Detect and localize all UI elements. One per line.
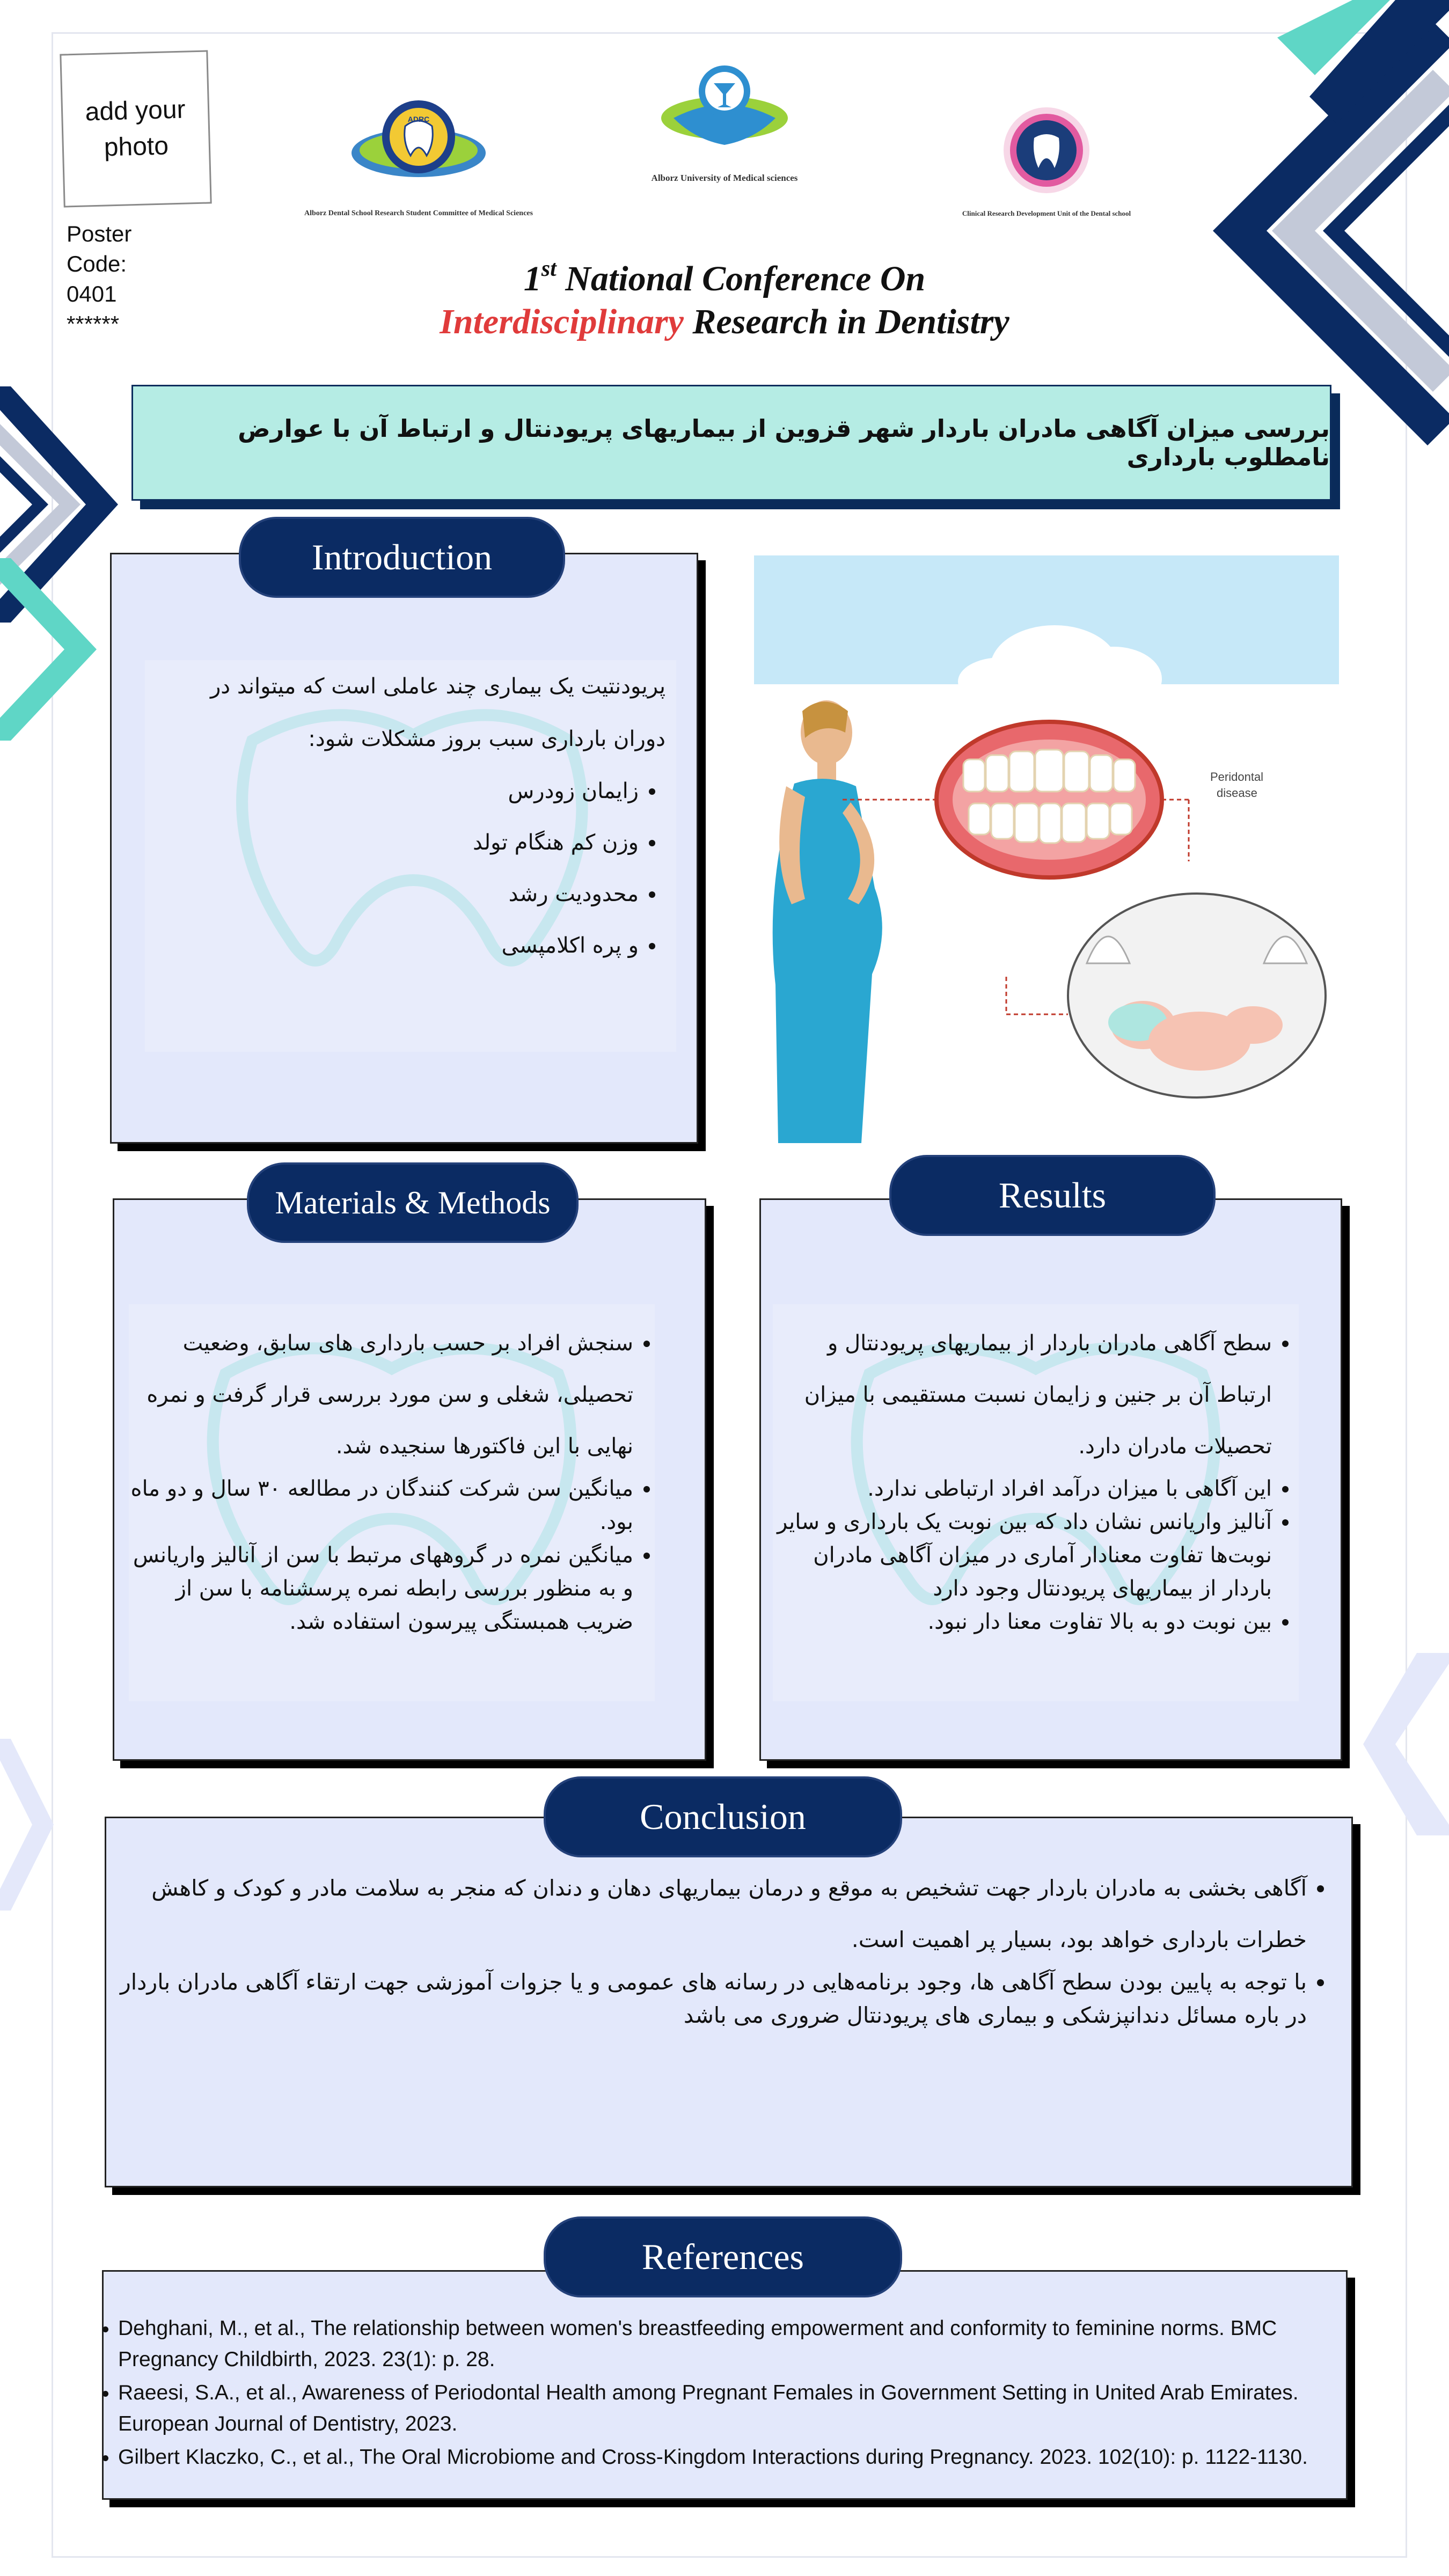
introduction-body: [156, 660, 671, 971]
introduction-heading-text: Introduction: [311, 537, 493, 577]
poster-code-mask: ******: [67, 311, 120, 336]
conference-title-line1: [322, 258, 1127, 301]
list-item: • آگاهی بخشی به مادران باردار جهت تشخیص به موقع و درمان بیماریهای دهان و دندان که منجر به سلامت مادر و کودک و کاهش خطرات بارداری خواهد بود، بسیار پر اهمیت است.: [115, 1862, 1307, 1965]
methods-heading-text: Materials & Methods: [275, 1184, 551, 1220]
faint-chevron-right: [1363, 1653, 1449, 1835]
poster-code-value: 0401: [67, 281, 117, 306]
methods-heading: [247, 1162, 579, 1243]
poster-title: بررسی میزان آگاهی مادران باردار شهر قزوین از بیماریهای پریودنتال و ارتباط آن با عوارض نامطلوب بارداری: [238, 414, 1330, 471]
poster-code: [67, 219, 147, 339]
conference-title-line2: [322, 301, 1127, 343]
right-logo-caption: Clinical Research Development Unit of the Dental school: [962, 209, 1131, 217]
list-item: • و پره اکلامپسی: [156, 920, 639, 971]
clinical-research-unit-logo: [1001, 105, 1092, 196]
list-item: • با توجه به پایین بودن سطح آگاهی ها، وجود برنامه‌هایی در رسانه های عمومی و یا جزوات آموزشی جهت ارتقاء آگاهی مادران باردار در باره مسائل دندانپزشکی و بیماری های پریودنتال ضروری می باشد: [115, 1965, 1307, 2032]
conclusion-heading: [544, 1776, 902, 1857]
adrc-badge-text: ADRC: [407, 115, 430, 123]
list-item: • وزن کم هنگام تولد: [156, 817, 639, 868]
conclusion-body: [115, 1862, 1339, 2032]
results-heading: [889, 1155, 1216, 1236]
introduction-paragraph: پریودنتیت یک بیماری چند عاملی است که میتواند در دوران بارداری سبب بروز مشکلات شود:: [210, 674, 665, 751]
alborz-university-logo: [657, 59, 792, 164]
references-list: [102, 2313, 1336, 2475]
disease-label: disease: [1217, 786, 1257, 800]
faint-chevron-left: [0, 1739, 59, 1911]
reference-item: • Gilbert Klaczko, C., et al., The Oral Microbiome and Cross-Kingdom Interactions during Pregnancy. 2023. 102(10): p. 1122-1130.: [118, 2442, 1336, 2473]
reference-item: • Dehghani, M., et al., The relationship between women's breastfeeding empowerment and conformity to feminine norms. BMC Pregnancy Childbirth, 2023. 23(1): p. 28.: [118, 2313, 1336, 2375]
pregnancy-periodontal-illustration: [754, 555, 1339, 1143]
list-item: • زایمان زودرس: [156, 765, 639, 817]
results-heading-text: Results: [998, 1175, 1107, 1216]
poster-title-box: [131, 385, 1331, 501]
left-logo-caption: Alborz Dental School Research Student Committee of Medical Sciences: [304, 209, 533, 217]
peridontal-label: Peridontal: [1210, 770, 1264, 784]
list-item: • محدودیت رشد: [156, 868, 639, 920]
dental-research-committee-logo: [349, 94, 488, 196]
conference-title-rest: Research in Dentistry: [692, 302, 1009, 341]
references-heading: [544, 2216, 902, 2297]
methods-body: [129, 1318, 665, 1638]
list-item: • سنجش افراد بر حسب بارداری های سابق، وضعیت تحصیلی، شغلی و سن مورد بررسی قرار گرفت و نمره نهایی با این فاکتورها سنجیده شد.: [129, 1318, 633, 1472]
references-heading-text: References: [641, 2236, 804, 2277]
list-item: • آنالیز واریانس نشان داد که بین نوبت یک بارداری و سایر نوبت‌ها تفاوت معنادار آماری در میزان آگاهی مادران باردار از بیماریهای پریودنتال وجود دارد: [773, 1505, 1272, 1605]
conference-ordinal-suffix: st: [541, 257, 557, 281]
add-photo-placeholder[interactable]: [60, 50, 211, 207]
conference-title-text: National Conference On: [565, 259, 926, 298]
conference-ordinal-number: 1: [523, 259, 541, 298]
results-body: [773, 1318, 1304, 1638]
list-item: • بین نوبت دو به بالا تفاوت معنا دار نبود.: [773, 1605, 1272, 1638]
list-item: • میانگین نمره در گروههای مرتبط با سن از آنالیز واریانس و به منظور بررسی رابطه نمره پرسشنامه با سن از ضریب همبستگی پیرسون استفاده شد.: [129, 1539, 633, 1638]
introduction-heading: [239, 517, 565, 598]
conference-title: [322, 258, 1127, 343]
decorative-chevrons-left: [0, 386, 123, 741]
add-photo-text: add your photo: [85, 95, 186, 162]
list-item: • سطح آگاهی مادران باردار از بیماریهای پریودنتال و ارتباط آن بر جنین و زایمان نسبت مستقیمی با میزان تحصیلات مادران دارد.: [773, 1318, 1272, 1472]
conference-highlight-word: Interdisciplinary: [440, 302, 684, 341]
reference-item: • Raeesi, S.A., et al., Awareness of Periodontal Health among Pregnant Females in Government Setting in United Arab Emirates. European Journal of Dentistry, 2023.: [118, 2377, 1336, 2440]
poster-code-label: Poster Code:: [67, 221, 132, 276]
center-logo-caption: Alborz University of Medical sciences: [651, 173, 798, 183]
list-item: • این آگاهی با میزان درآمد افراد ارتباطی ندارد.: [773, 1472, 1272, 1505]
conclusion-heading-text: Conclusion: [640, 1796, 806, 1837]
list-item: • میانگین سن شرکت کنندگان در مطالعه ۳۰ سال و دو ماه بود.: [129, 1472, 633, 1539]
